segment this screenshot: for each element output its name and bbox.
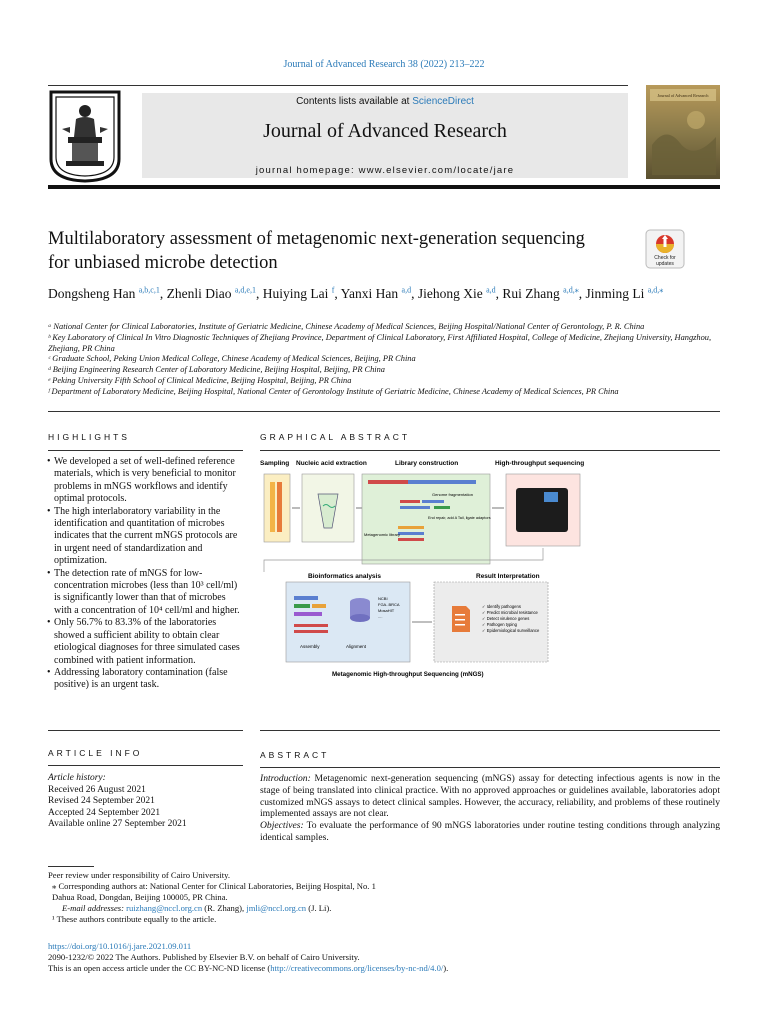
ga-result-item: ✓ Epidemiological surveillance [482, 628, 540, 633]
cover-title: Journal of Advanced Research [657, 93, 709, 98]
highlights-heading: HIGHLIGHTS [48, 432, 130, 442]
highlight-item: • The detection rate of mNGS for low-concentration microbes (less than 10³ cell/ml) is significantly lower than that of microbes with a concentration of 10⁴ cell/ml and higher. [48, 568, 240, 618]
journal-homepage [142, 165, 628, 176]
sciencedirect-link[interactable]: ScienceDirect [412, 96, 474, 107]
highlight-item: • We developed a set of well-defined reference materials, which is very beneficial to monitor problems in mNGS workflows and identify optimal protocols. [48, 456, 240, 506]
highlight-item: • Addressing laboratory contamination (false positive) is an urgent task. [48, 667, 240, 692]
journal-cover-image [646, 85, 720, 179]
objectives-text: To evaluate the performance of 90 mNGS laboratories under routine testing conditions through analyzing identical samples. [260, 820, 720, 843]
author: Zhenli Diao $^{a,d,e,1}$, [166, 285, 263, 301]
journal-reference[interactable]: Journal of Advanced Research 38 (2022) 213–222 [283, 59, 485, 70]
ga-result-item: ✓ Detect virulence genes [482, 616, 530, 621]
graphical-abstract-heading: GRAPHICAL ABSTRACT [260, 432, 411, 442]
ga-label-sampling: Sampling [260, 460, 290, 467]
article-info-heading: ARTICLE INFO [48, 748, 143, 758]
email-owner: (R. Zhang), [202, 903, 247, 913]
article-history [48, 773, 243, 831]
ga-label-library: Library construction [395, 460, 459, 467]
divider [260, 767, 720, 768]
ga-caption: Metagenomic High-throughput Sequencing (mNGS) [332, 671, 484, 678]
ga-label-ncbi2: FGA..BRCA [378, 602, 400, 607]
license-suffix: ). [443, 963, 449, 973]
ga-label-extraction: Nucleic acid extraction [296, 460, 367, 467]
author-name: Zhenli Diao [166, 285, 232, 301]
ga-label-genome-frag: Genome fragmentation [432, 492, 473, 497]
email-link[interactable]: ruizhang@nccl.org.cn [126, 903, 203, 913]
ga-label-ncbi4: .... [378, 614, 383, 619]
license-line [48, 963, 728, 974]
footnote-rule [48, 866, 94, 867]
divider [260, 450, 720, 451]
online-date: Available online 27 September 2021 [48, 819, 187, 830]
divider [260, 730, 720, 731]
highlights-list [48, 456, 240, 692]
test-tube-icon [270, 482, 275, 532]
highlight-item: • The high interlaboratory variability in the identification and quantitation of microbes indicates that the current mNGS protocols are in urgent need of standardization and optimization. [48, 506, 240, 568]
highlight-item: • Only 56.7% to 83.3% of the laboratories showed a sufficient ability to obtain clear etiological diagnoses for three simulated cases combined with patient information. [48, 617, 240, 667]
email-label: E-mail addresses: [62, 903, 127, 913]
author-name: Rui Zhang [502, 285, 560, 301]
author-affiliation-mark[interactable]: a,d [401, 285, 412, 294]
author: Dongsheng Han $^{a,b,c,1}$, [48, 285, 167, 301]
corresponding-note: ⁎ Corresponding authors at: National Center for Clinical Laboratories, Beijing Hospital, No. 1 Dahua Road, Dongdan, Beijing 100005, PR China. [52, 881, 376, 902]
test-tube-icon [277, 482, 282, 532]
author-affiliation-mark[interactable]: f [331, 285, 335, 294]
ga-label-bioinfo: Bioinformatics analysis [308, 573, 381, 580]
journal-title: Journal of Advanced Research [263, 120, 507, 142]
author-list [48, 281, 728, 302]
ga-label-assembly: Assembly [300, 644, 320, 649]
graphical-abstract-figure [260, 456, 720, 681]
footnotes [48, 870, 388, 925]
ga-label-result: Result Interpretation [476, 573, 540, 580]
author: Huiying Lai $^f$, [262, 285, 341, 301]
author-name: Jinming Li [585, 285, 645, 301]
author-affiliation-mark[interactable]: a,d,⁎ [647, 285, 664, 294]
email-note [48, 903, 388, 914]
equal-contribution-note: ¹ These authors contribute equally to the article. [52, 914, 217, 924]
ga-label-end-repair: End repair, add A Tail, ligate adaptors [428, 516, 491, 520]
author-name: Huiying Lai [262, 285, 329, 301]
affiliation: ᵇ Key Laboratory of Clinical In Vitro Diagnostic Techniques of Zhejiang Province, Department of Clinical Laboratory, First Affiliated Hospital, College of Medicine, Zhejiang University, Hangzhou, Zhejiang, PR China [48, 332, 712, 353]
ga-result-item: ✓ Identify pathogens [482, 604, 521, 609]
publication-info [48, 941, 728, 974]
author-name: Jiehong Xie [417, 285, 483, 301]
intro-text: Metagenomic next-generation sequencing (mNGS) assay for detecting infectious agents is now in the stage of being translated into clinical practice. With no approved approaches or guidelines available, laboratories adopt customized mNGS assays to detect clinical samples. However, the accuracy, reliability, and problems of these routinely implemented assays are not clear. [260, 773, 720, 820]
abstract-text [260, 773, 720, 844]
affiliation: ᵈ Beijing Engineering Research Center of Laboratory Medicine, Beijing Hospital, Beijing, PR China [48, 365, 385, 375]
email-link[interactable]: jmli@nccl.org.cn [246, 903, 307, 913]
affiliation: ᵉ Peking University Fifth School of Clinical Medicine, Beijing Hospital, Beijing, PR China [48, 375, 352, 385]
ga-label-alignment: Alignment [346, 644, 367, 649]
received-date: Received 26 August 2021 [48, 784, 146, 795]
divider [48, 730, 243, 731]
bioinfo-box [286, 582, 410, 662]
homepage-prefix: journal homepage: [255, 165, 359, 176]
crossmark-label-1: Check for [654, 255, 676, 261]
contents-line [142, 96, 628, 107]
abstract-objectives [260, 820, 720, 844]
author: Jiehong Xie $^{a,d}$, [417, 285, 503, 301]
author: Rui Zhang $^{a,d,⁎}$, [502, 285, 583, 301]
ga-result-item: ✓ Pathogen typing [482, 622, 517, 627]
homepage-url[interactable]: www.elsevier.com/locate/jare [358, 165, 515, 176]
sequencer-icon [516, 488, 568, 532]
intro-label: Introduction: [260, 773, 311, 784]
author-name: Dongsheng Han [48, 285, 136, 301]
peer-review-note: Peer review under responsibility of Cairo University. [48, 870, 231, 880]
article-title: Multilaboratory assessment of metagenomic next-generation sequencing for unbiased microbe detection [48, 229, 585, 273]
ga-label-ncbi3: MosaHIT [378, 608, 395, 613]
ga-result-item: ✓ Predict microbial resistance [482, 610, 538, 615]
author-affiliation-mark[interactable]: a,d,e,1 [234, 285, 256, 294]
divider [48, 411, 720, 412]
crossmark-label-2: updates [656, 261, 674, 267]
ga-label-meta-library: Metagenomic library [364, 532, 401, 537]
revised-date: Revised 24 September 2021 [48, 796, 155, 807]
check-for-updates-icon[interactable] [645, 229, 685, 269]
affiliation-list [48, 322, 728, 398]
header-thick-rule [48, 185, 720, 189]
license-link[interactable]: http://creativecommons.org/licenses/by-nc-nd/4.0/ [270, 963, 444, 973]
author: Yanxi Han $^{a,d}$, [340, 285, 418, 301]
author-name: Yanxi Han [340, 285, 399, 301]
license-prefix: This is an open access article under the CC BY-NC-ND license ( [48, 963, 271, 973]
objectives-label: Objectives: [260, 820, 304, 832]
affiliation: ᶜ Graduate School, Peking Union Medical College, Chinese Academy of Medical Sciences, Beijing, PR China [48, 354, 416, 364]
author-affiliation-mark[interactable]: a,d [486, 285, 496, 294]
affiliation: ᵃ National Center for Clinical Laboratories, Institute of Geriatric Medicine, Chinese Academy of Medical Sciences, Beijing Hospital/National Center of Gerontology, P. R. China [48, 322, 645, 331]
affiliation: ᶠ Department of Laboratory Medicine, Beijing Hospital, National Center of Gerontology Institute of Geriatric Medicine, Chinese Academy of Medical Sciences, PR China [48, 386, 619, 396]
ga-label-ncbi: NCBI [378, 596, 388, 601]
author [585, 286, 663, 301]
accepted-date: Accepted 24 September 2021 [48, 807, 161, 818]
doi-link[interactable]: https://doi.org/10.1016/j.jare.2021.09.011 [48, 941, 192, 951]
author-affiliation-mark[interactable]: a,b,c,1 [138, 285, 160, 294]
abstract-introduction [260, 773, 720, 820]
email-owner: (J. Li). [306, 903, 332, 913]
divider [48, 450, 243, 451]
history-title: Article history: [48, 773, 106, 783]
author-affiliation-mark[interactable]: a,d,⁎ [563, 285, 579, 294]
header-rule [48, 85, 628, 86]
copyright-line: 2090-1232/© 2022 The Authors. Published by Elsevier B.V. on behalf of Cairo University. [48, 952, 360, 962]
cairo-university-logo-icon [48, 89, 122, 183]
abstract-heading: ABSTRACT [260, 750, 330, 760]
contents-prefix: Contents lists available at [296, 96, 413, 107]
divider [48, 765, 243, 766]
ga-label-sequencing: High-throughput sequencing [495, 460, 585, 467]
